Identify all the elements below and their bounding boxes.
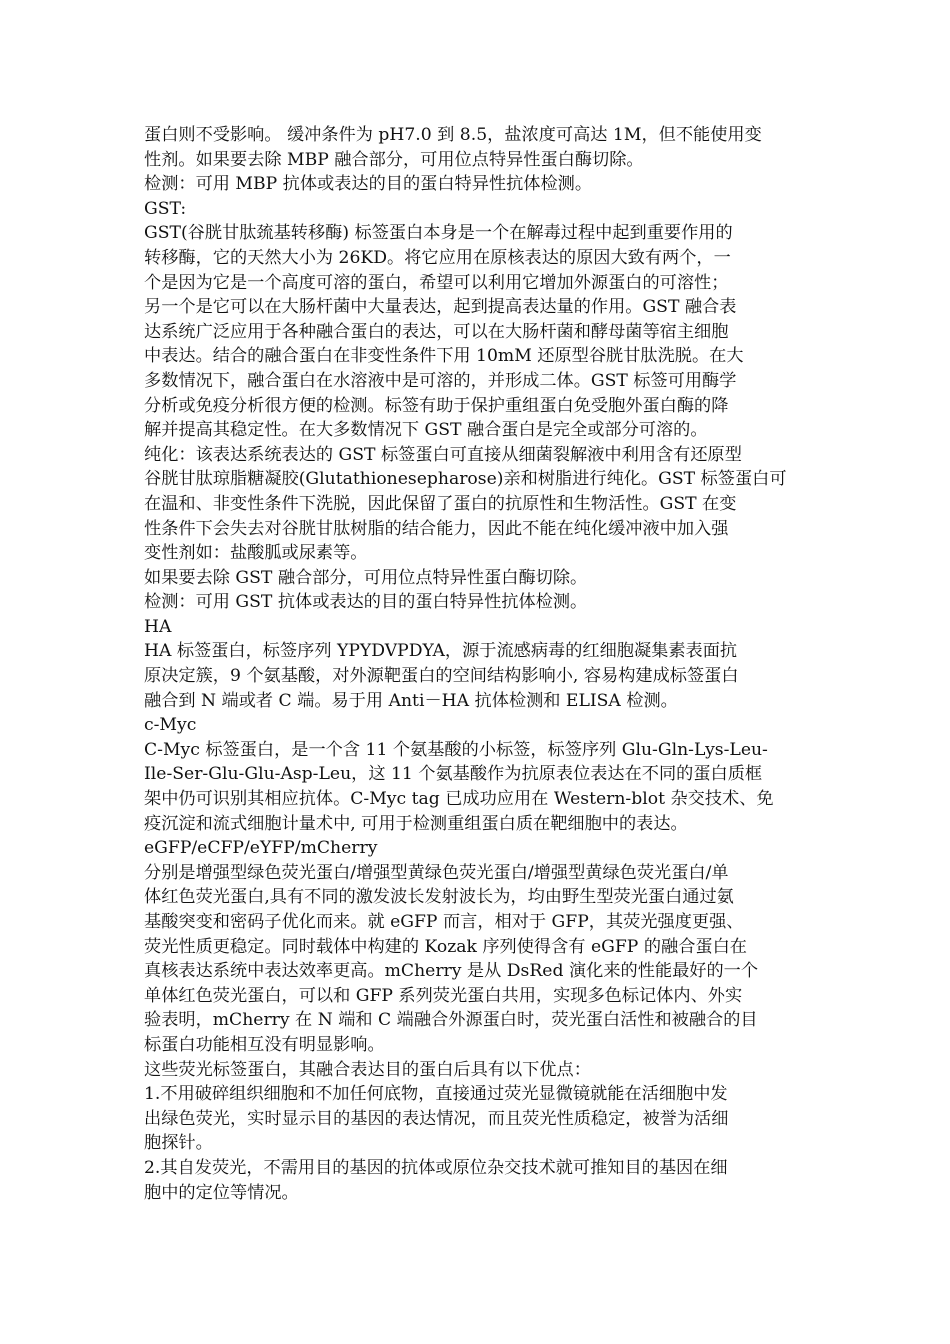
text-line: 原决定簇，9 个氨基酸，对外源靶蛋白的空间结构影响小, 容易构建成标签蛋白 — [144, 666, 739, 687]
section-heading-gst: GST: — [144, 198, 187, 219]
text-line: 多数情况下，融合蛋白在水溶液中是可溶的，并形成二体。GST 标签可用酶学 — [144, 370, 737, 391]
text-line: HA 标签蛋白，标签序列 YPYDVPDYA，源于流感病毒的红细胞凝集素表面抗 — [144, 641, 738, 662]
text-line: 这些荧光标签蛋白，其融合表达目的蛋白后具有以下优点： — [144, 1059, 591, 1080]
text-line: 架中仍可识别其相应抗体。C-Myc tag 已成功应用在 Western-blot 杂交技术、免 — [144, 789, 774, 810]
text-line: 荧光性质更稳定。同时载体中构建的 Kozak 序列使得含有 eGFP 的融合蛋白在 — [144, 936, 747, 957]
text-line: 分析或免疫分析很方便的检测。标签有助于保护重组蛋白免受胞外蛋白酶的降 — [144, 395, 729, 416]
text-line: 分别是增强型绿色荧光蛋白/增强型黄绿色荧光蛋白/增强型黄绿色荧光蛋白/单 — [144, 862, 729, 883]
text-line: 谷胱甘肽琼脂糖凝胶(Glutathionesepharose)亲和树脂进行纯化。GST 标签蛋白可 — [144, 469, 787, 490]
text-line: 纯化：该表达系统表达的 GST 标签蛋白可直接从细菌裂解液中利用含有还原型 — [144, 444, 742, 465]
text-line: 解并提高其稳定性。在大多数情况下 GST 融合蛋白是完全或部分可溶的。 — [144, 420, 708, 441]
text-line: 检测：可用 GST 抗体或表达的目的蛋白特异性抗体检测。 — [144, 592, 588, 613]
text-line: GST(谷胱甘肽巯基转移酶) 标签蛋白本身是一个在解毒过程中起到重要作用的 — [144, 223, 733, 244]
text-line: 另一个是它可以在大肠杆菌中大量表达，起到提高表达量的作用。GST 融合表 — [144, 297, 737, 318]
text-line: 胞中的定位等情况。 — [144, 1182, 299, 1203]
text-line: 如果要去除 GST 融合部分，可用位点特异性蛋白酶切除。 — [144, 567, 588, 588]
text-line: Ile-Ser-Glu-Glu-Asp-Leu，这 11 个氨基酸作为抗原表位表达在不同的蛋白质框 — [144, 764, 763, 785]
section-heading-c-myc: c-Myc — [144, 715, 197, 736]
text-line: 胞探针。 — [144, 1133, 213, 1154]
text-line: 变性剂如：盐酸胍或尿素等。 — [144, 543, 368, 564]
text-line: 体红色荧光蛋白,具有不同的激发波长发射波长为，均由野生型荧光蛋白通过氨 — [144, 887, 734, 908]
text-line: 检测：可用 MBP 抗体或表达的目的蛋白特异性抗体检测。 — [144, 174, 593, 195]
text-line: 出绿色荧光，实时显示目的基因的表达情况，而且荧光性质稳定，被誉为活细 — [144, 1108, 729, 1129]
text-line: 中表达。结合的融合蛋白在非变性条件下用 10mM 还原型谷胱甘肽洗脱。在大 — [144, 346, 744, 367]
text-line: 蛋白则不受影响。 缓冲条件为 pH7.0 到 8.5，盐浓度可高达 1M，但不能使用变 — [144, 125, 762, 145]
text-line: 转移酶，它的天然大小为 26KD。将它应用在原核表达的原因大致有两个，一 — [144, 247, 731, 268]
text-line: 疫沉淀和流式细胞计量术中, 可用于检测重组蛋白质在靶细胞中的表达。 — [144, 813, 688, 834]
text-line: 1.不用破碎组织细胞和不加任何底物，直接通过荧光显微镜就能在活细胞中发 — [144, 1084, 728, 1105]
text-line: 性条件下会失去对谷胱甘肽树脂的结合能力，因此不能在纯化缓冲液中加入强 — [144, 518, 729, 539]
document-page — [144, 123, 806, 1205]
text-line: 标蛋白功能相互没有明显影响。 — [144, 1034, 385, 1055]
section-heading-fluorescent: eGFP/eCFP/eYFP/mCherry — [144, 838, 378, 859]
text-line: 2.其自发荧光，不需用目的基因的抗体或原位杂交技术就可推知目的基因在细 — [144, 1157, 728, 1178]
text-line: 性剂。如果要去除 MBP 融合部分，可用位点特异性蛋白酶切除。 — [144, 149, 644, 170]
text-line: 单体红色荧光蛋白，可以和 GFP 系列荧光蛋白共用，实现多色标记体内、外实 — [144, 985, 743, 1006]
text-line: 达系统广泛应用于各种融合蛋白的表达，可以在大肠杆菌和酵母菌等宿主细胞 — [144, 321, 729, 342]
text-line: C-Myc 标签蛋白，是一个含 11 个氨基酸的小标签，标签序列 Glu-Gln-Lys-Leu- — [144, 739, 768, 760]
text-line: 个是因为它是一个高度可溶的蛋白，希望可以利用它增加外源蛋白的可溶性； — [144, 272, 729, 293]
text-line: 融合到 N 端或者 C 端。易于用 Anti－HA 抗体检测和 ELISA 检测。 — [144, 690, 678, 711]
section-heading-ha: HA — [144, 616, 172, 637]
text-line: 在温和、非变性条件下洗脱，因此保留了蛋白的抗原性和生物活性。GST 在变 — [144, 493, 737, 514]
text-line: 基酸突变和密码子优化而来。就 eGFP 而言，相对于 GFP，其荧光强度更强、 — [144, 912, 744, 932]
text-line: 真核表达系统中表达效率更高。mCherry 是从 DsRed 演化来的性能最好的一个 — [144, 961, 759, 982]
text-line: 验表明，mCherry 在 N 端和 C 端融合外源蛋白时，荧光蛋白活性和被融合的目 — [144, 1010, 758, 1031]
